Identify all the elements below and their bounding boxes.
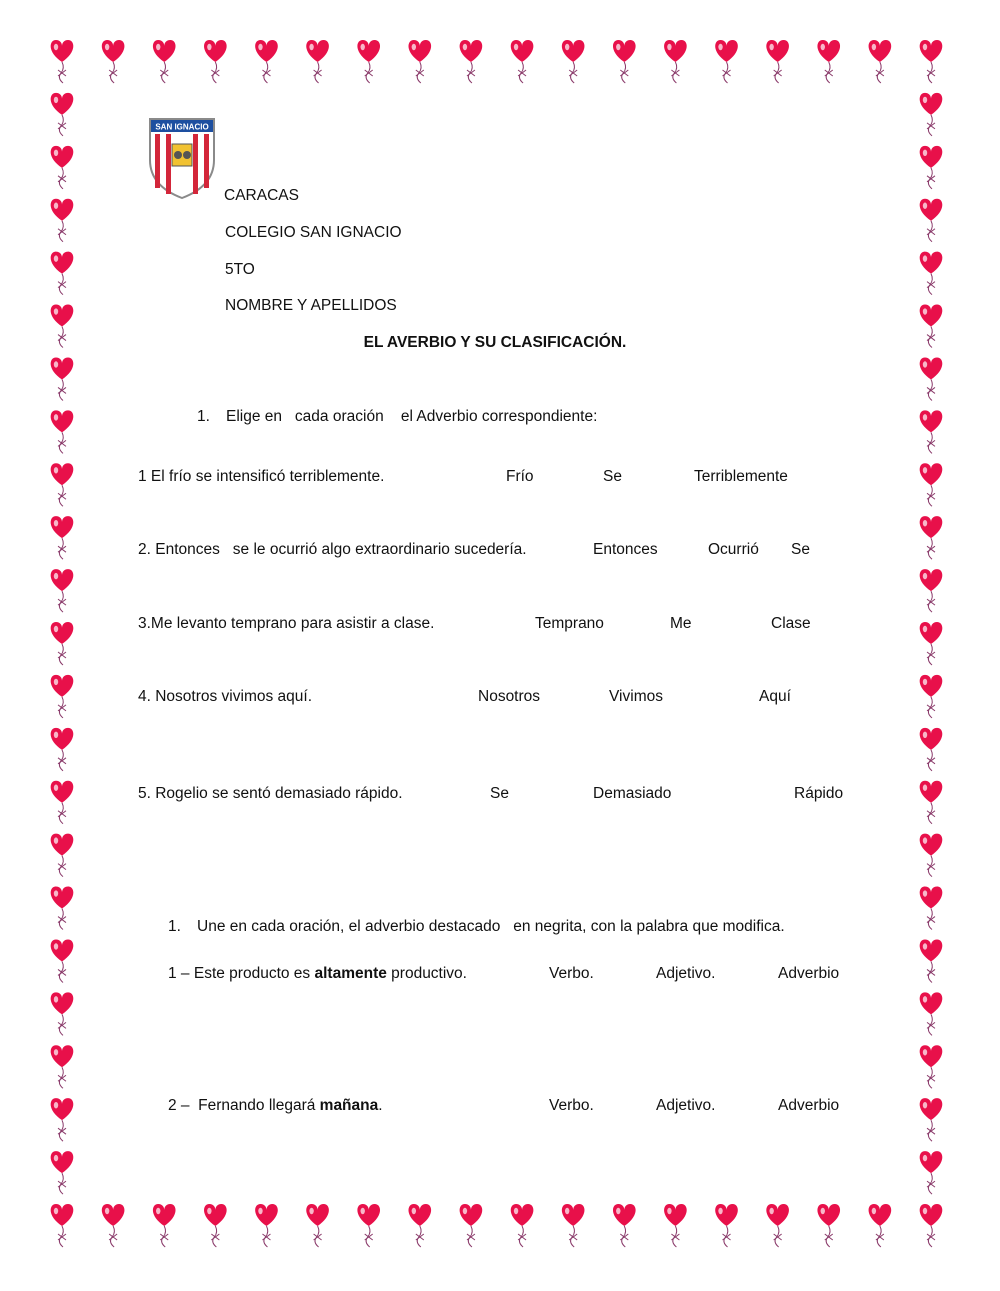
matching-sentence: 1 – Este producto es altamente productivo. [168, 965, 467, 982]
heart-balloon-icon [51, 569, 74, 612]
answer-option[interactable]: Ocurrió [708, 541, 759, 558]
page-title: EL AVERBIO Y SU CLASIFICACIÓN. [363, 334, 627, 351]
exercise-sentence: 5. Rogelio se sentó demasiado rápido. [138, 785, 403, 802]
heart-balloon-icon [204, 40, 227, 83]
heart-balloon-icon [920, 992, 943, 1035]
answer-option[interactable]: Verbo. [549, 965, 594, 982]
heart-balloon-icon [920, 1151, 943, 1194]
heart-balloon-icon [869, 1204, 892, 1247]
heart-balloon-icon [102, 40, 125, 83]
exercise-sentence: 1 El frío se intensificó terriblemente. [138, 468, 385, 485]
section1-number: 1. [197, 408, 210, 425]
heart-balloon-icon [766, 1204, 789, 1247]
heart-balloon-icon [102, 1204, 125, 1247]
heart-balloon-icon [511, 1204, 534, 1247]
bold-adverb: altamente [314, 965, 387, 982]
answer-option[interactable]: Nosotros [478, 688, 541, 705]
answer-option[interactable]: Clase [771, 615, 811, 632]
heart-balloon-icon [51, 410, 74, 453]
section2-instruction: Une en cada oración, el adverbio destacado en negrita, con la palabra que modifica. [197, 918, 785, 935]
answer-option[interactable]: Demasiado [593, 785, 672, 802]
heart-balloon-icon [817, 40, 840, 83]
heart-balloon-icon [51, 781, 74, 824]
answer-option[interactable]: Temprano [535, 615, 604, 632]
section1-instruction: Elige en cada oración el Adverbio correspondiente: [226, 408, 598, 425]
heart-balloon-icon [920, 939, 943, 982]
heart-balloon-icon [306, 40, 329, 83]
heart-balloon-icon [51, 675, 74, 718]
heart-balloon-icon [562, 40, 585, 83]
heart-balloon-icon [409, 40, 432, 83]
heart-balloon-icon [153, 40, 176, 83]
heart-balloon-icon [51, 516, 74, 559]
heart-balloon-icon [255, 1204, 278, 1247]
heart-balloon-icon [664, 40, 687, 83]
heart-balloon-icon [920, 834, 943, 877]
school-name: COLEGIO SAN IGNACIO [225, 224, 402, 241]
heart-balloon-icon [204, 1204, 227, 1247]
heart-balloon-icon [664, 1204, 687, 1247]
answer-option[interactable]: Adjetivo. [656, 965, 716, 982]
heart-balloon-icon [409, 1204, 432, 1247]
matching-sentence: 2 – Fernando llegará mañana. [168, 1097, 383, 1114]
heart-balloon-icon [511, 40, 534, 83]
heart-balloon-icon [613, 1204, 636, 1247]
heart-balloon-icon [920, 516, 943, 559]
heart-balloon-icon [51, 199, 74, 242]
heart-balloon-icon [51, 1098, 74, 1141]
exercise-sentence: 2. Entonces se le ocurrió algo extraordinario sucedería. [138, 541, 527, 558]
heart-balloon-icon [51, 463, 74, 506]
logo-text: SAN IGNACIO [155, 122, 209, 132]
answer-option[interactable]: Entonces [593, 541, 658, 558]
answer-option[interactable]: Adverbio [778, 1097, 840, 1114]
bold-adverb: mañana [319, 1097, 379, 1114]
heart-balloon-icon [715, 40, 738, 83]
exercise-sentence: 4. Nosotros vivimos aquí. [138, 688, 313, 705]
heart-balloon-icon [460, 40, 483, 83]
student-name-label: NOMBRE Y APELLIDOS [225, 297, 397, 314]
exercise-sentence: 3.Me levanto temprano para asistir a clase. [138, 615, 435, 632]
heart-balloon-icon [920, 675, 943, 718]
heart-balloon-icon [920, 569, 943, 612]
heart-balloon-icon [920, 357, 943, 400]
heart-balloon-icon [306, 1204, 329, 1247]
heart-balloon-icon [920, 252, 943, 295]
school-crest-logo [147, 116, 217, 200]
heart-balloon-icon [817, 1204, 840, 1247]
answer-option[interactable]: Aquí [759, 688, 791, 705]
heart-balloon-icon [920, 1045, 943, 1088]
heart-balloon-icon [920, 93, 943, 136]
heart-balloon-icon [255, 40, 278, 83]
answer-option[interactable]: Se [791, 541, 810, 558]
heart-balloon-icon [357, 40, 380, 83]
heart-balloon-icon [920, 40, 943, 83]
heart-balloon-icon [51, 357, 74, 400]
heart-balloon-icon [562, 1204, 585, 1247]
answer-option[interactable]: Se [490, 785, 509, 802]
heart-balloon-icon [51, 939, 74, 982]
answer-option[interactable]: Adverbio [778, 965, 840, 982]
heart-balloon-icon [920, 199, 943, 242]
heart-balloon-icon [51, 1045, 74, 1088]
answer-option[interactable]: Se [603, 468, 622, 485]
heart-balloon-icon [460, 1204, 483, 1247]
grade-label: 5TO [225, 261, 255, 278]
heart-balloon-icon [920, 1098, 943, 1141]
heart-balloon-icon [51, 728, 74, 771]
answer-option[interactable]: Vivimos [609, 688, 663, 705]
heart-balloon-icon [51, 834, 74, 877]
heart-balloon-icon [920, 146, 943, 189]
heart-balloon-icon [51, 40, 74, 83]
answer-option[interactable]: Me [670, 615, 692, 632]
answer-option[interactable]: Frío [506, 468, 534, 485]
heart-balloon-icon [51, 93, 74, 136]
heart-balloon-icon [920, 410, 943, 453]
heart-balloon-icon [920, 1204, 943, 1247]
heart-balloon-icon [613, 40, 636, 83]
city-label: CARACAS [224, 187, 299, 204]
heart-balloon-icon [920, 463, 943, 506]
answer-option[interactable]: Verbo. [549, 1097, 594, 1114]
heart-balloon-icon [51, 992, 74, 1035]
heart-balloon-icon [51, 887, 74, 930]
heart-balloon-icon [51, 622, 74, 665]
heart-balloon-icon [715, 1204, 738, 1247]
heart-balloon-icon [869, 40, 892, 83]
heart-balloon-icon [920, 622, 943, 665]
section2-number: 1. [168, 918, 181, 935]
answer-option[interactable]: Adjetivo. [656, 1097, 716, 1114]
heart-balloon-icon [920, 887, 943, 930]
heart-balloon-icon [51, 1151, 74, 1194]
heart-balloon-icon [51, 252, 74, 295]
answer-option[interactable]: Rápido [794, 785, 844, 802]
heart-balloon-icon [357, 1204, 380, 1247]
heart-balloon-icon [51, 1204, 74, 1247]
heart-balloon-icon [920, 781, 943, 824]
heart-balloon-icon [766, 40, 789, 83]
heart-balloon-icon [51, 146, 74, 189]
heart-balloon-icon [920, 728, 943, 771]
heart-balloon-icon [153, 1204, 176, 1247]
answer-option[interactable]: Terriblemente [694, 468, 788, 485]
